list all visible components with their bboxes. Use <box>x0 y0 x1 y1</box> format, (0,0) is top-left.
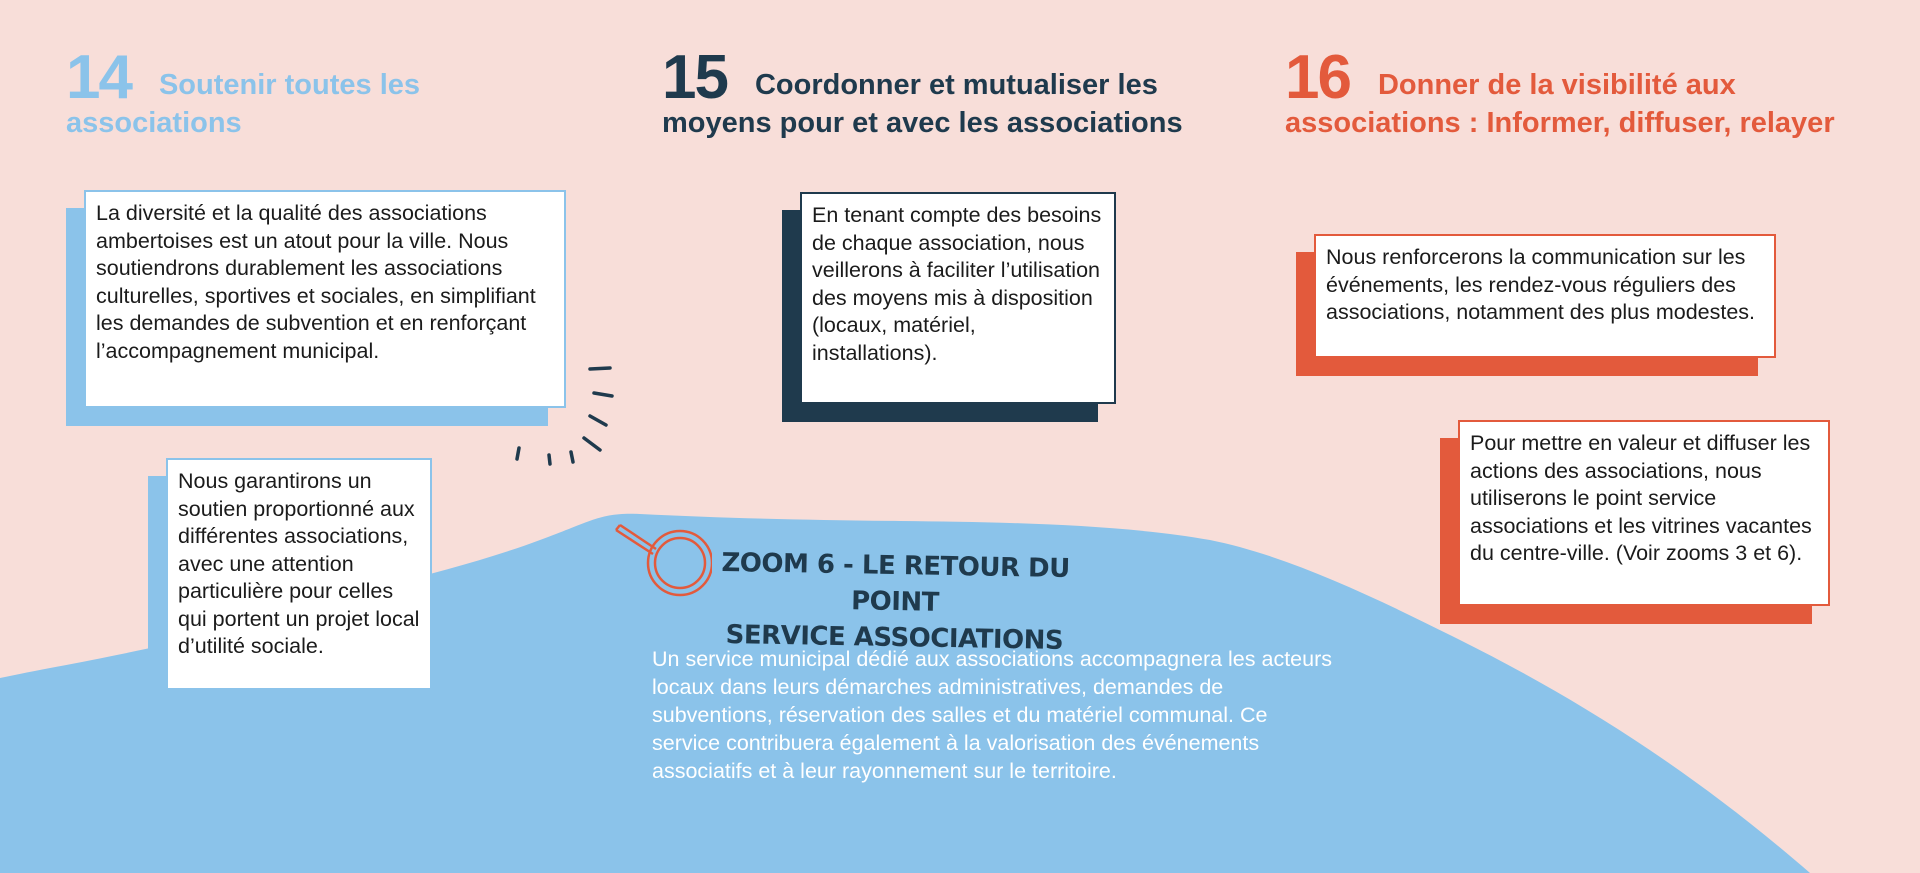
section-15-number: 15 <box>662 43 727 112</box>
section-16-card-b-text: Pour mettre en valeur et diffuser les actions des associations, nous utiliserons le point service associations et les vitrines vacantes du centre-ville. (Voir zooms 3 et 6). <box>1458 420 1830 606</box>
section-15-card-text: En tenant compte des besoins de chaque association, nous veillerons à faciliter l’utilisation des moyens mis à disposition (locaux, matériel, installations). <box>800 192 1116 404</box>
decorative-rays-icon <box>500 360 620 470</box>
section-16-card-b <box>1458 420 1830 606</box>
section-16-card-a-text: Nous renforcerons la communication sur les événements, les rendez-vous réguliers des associations, notamment des plus modestes. <box>1314 234 1776 358</box>
section-16-number: 16 <box>1285 43 1350 112</box>
section-14-heading <box>66 43 586 143</box>
section-15-card <box>800 192 1116 404</box>
section-16-title: Donner de la visibilité aux associations : Informer, diffuser, relayer <box>1285 69 1835 139</box>
section-14-card-a-text: La diversité et la qualité des associations ambertoises est un atout pour la ville. Nous soutiendrons durablement les associations culturelles, sportives et sociales, en simplifiant les demandes de subvention et en renforçant l’accompagnement municipal. <box>84 190 566 408</box>
zoom-6-text: Un service municipal dédié aux associations accompagnera les acteurs locaux dans leurs démarches administratives, demandes de subventions, réservation des salles et du matériel communal. Ce service contribuera également à la valorisation des événements associatifs et à leur rayonnement sur le territoire. <box>652 647 1332 783</box>
section-15-title: Coordonner et mutualiser les moyens pour et avec les associations <box>662 69 1183 139</box>
section-16-heading <box>1285 43 1905 143</box>
section-14-card-b-text: Nous garantirons un soutien proportionné aux différentes associations, avec une attention particulière pour celles qui portent un projet local d’utilité sociale. <box>166 458 432 690</box>
section-14-card-b <box>166 458 432 690</box>
zoom-title-line-2: SERVICE ASSOCIATIONS <box>725 620 1064 656</box>
zoom-title-line-1: ZOOM 6 - LE RETOUR DU POINT <box>721 547 1071 618</box>
section-14-title: Soutenir toutes les associations <box>66 69 421 139</box>
section-14-number: 14 <box>66 43 131 112</box>
section-14-card-a <box>84 190 566 408</box>
zoom-6-title <box>689 544 1101 659</box>
section-16-card-a <box>1314 234 1776 358</box>
section-15-heading <box>662 43 1222 143</box>
